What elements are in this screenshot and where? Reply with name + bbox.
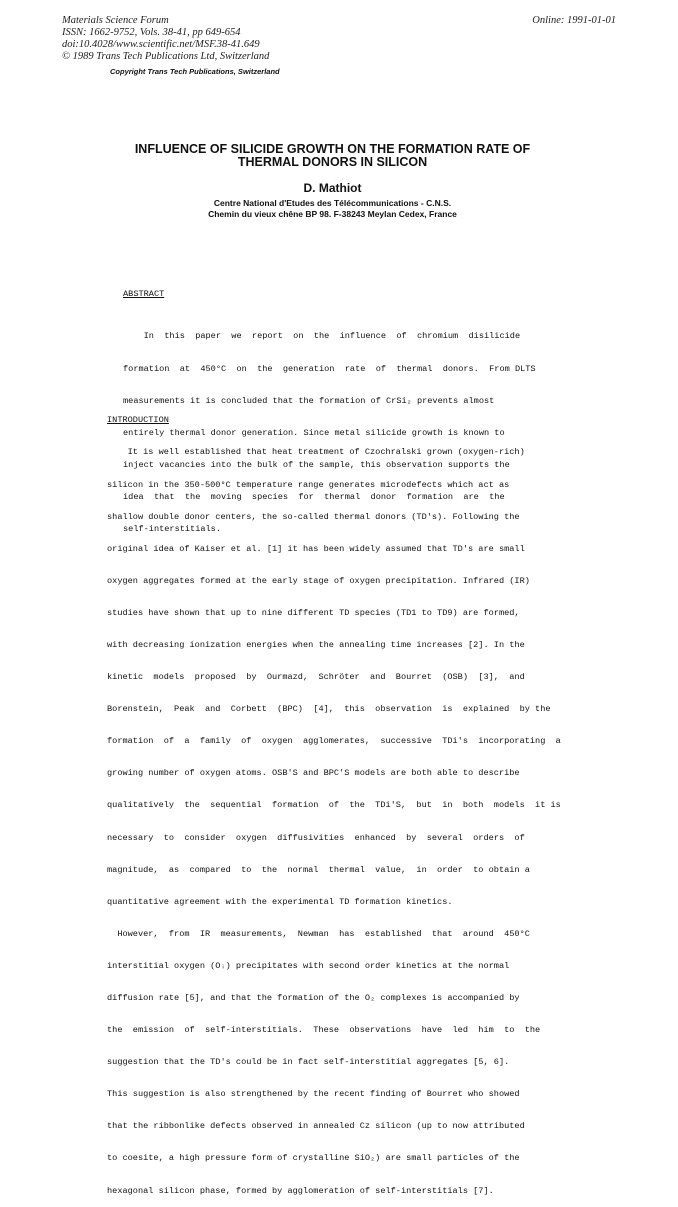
introduction-line: magnitude, as compared to the normal thermal value, in order to obtain a — [107, 864, 530, 875]
online-date: Online: 1991-01-01 — [532, 15, 616, 26]
introduction-line: suggestion that the TD's could be in fact self-interstitial aggregates [5, 6]. — [107, 1057, 510, 1068]
author-name: D. Mathiot — [303, 181, 362, 195]
affiliation-line-2: Chemin du vieux chêne BP 98. F-38243 Meylan Cedex, France — [208, 209, 457, 219]
introduction-line: that the ribbonlike defects observed in annealed Cz silicon (up to now attributed — [107, 1121, 525, 1132]
doi-line: doi:10.4028/www.scientific.net/MSF.38-41.649 — [62, 39, 260, 50]
introduction-line: Borenstein, Peak and Corbett (BPC) [4], this observation is explained by the — [107, 704, 551, 715]
introduction-body — [107, 426, 561, 1207]
introduction-line: shallow double donor centers, the so-called thermal donors (TD's). Following the — [107, 511, 520, 522]
introduction-line: oxygen aggregates formed at the early stage of oxygen precipitation. Infrared (IR) — [107, 575, 530, 586]
abstract-line: entirely thermal donor generation. Since metal silicide growth is known to — [123, 427, 505, 438]
abstract-line: idea that the moving species for thermal donor formation are the — [123, 491, 505, 502]
title-line-2: THERMAL DONORS IN SILICON — [237, 155, 428, 169]
introduction-line: studies have shown that up to nine different TD species (TD1 to TD9) are formed, — [107, 607, 520, 618]
introduction-line: silicon in the 350-500°C temperature range generates microdefects which act as — [107, 479, 510, 490]
introduction-line: quantitative agreement with the experimental TD formation kinetics. — [107, 896, 453, 907]
journal-citation-header — [62, 15, 269, 63]
title-line-1: INFLUENCE OF SILICIDE GROWTH ON THE FORMATION RATE OF — [134, 142, 531, 156]
abstract-line: In this paper we report on the influence of chromium disilicide — [123, 331, 521, 342]
introduction-line: with decreasing ionization energies when the annealing time increases [2]. In the — [107, 639, 525, 650]
introduction-heading: INTRODUCTION — [107, 415, 169, 425]
abstract-heading: ABSTRACT — [123, 289, 165, 299]
introduction-line: the emission of self-interstitials. These observations have led him to the — [107, 1025, 541, 1036]
copyright-line: © 1989 Trans Tech Publications Ltd, Switzerland — [62, 51, 270, 62]
introduction-line: diffusion rate [5], and that the formation of the O₂ complexes is accompanied by — [107, 993, 520, 1003]
introduction-line: necessary to consider oxygen diffusivities enhanced by several orders of — [107, 832, 525, 843]
affiliation — [110, 198, 555, 220]
paper-title — [110, 143, 555, 169]
journal-name: Materials Science Forum — [62, 15, 169, 26]
abstract-line: measurements it is concluded that the formation of CrSi₂ prevents almost — [123, 395, 495, 406]
abstract-line: self-interstitials. — [123, 523, 221, 534]
introduction-line: This suggestion is also strengthened by the recent finding of Bourret who showed — [107, 1089, 520, 1100]
introduction-line: hexagonal silicon phase, formed by agglomeration of self-interstitials [7]. — [107, 1185, 494, 1196]
abstract-line: formation at 450°C on the generation rate of thermal donors. From DLTS — [123, 363, 536, 374]
print-copyright: Copyright Trans Tech Publications, Switzerland — [110, 67, 280, 76]
introduction-line: growing number of oxygen atoms. OSB'S and BPC'S models are both able to describe — [107, 768, 520, 779]
introduction-line: kinetic models proposed by Ourmazd, Schröter and Bourret (OSB) [3], and — [107, 672, 525, 683]
introduction-line: original idea of Kaiser et al. [1] it has been widely assumed that TD's are small — [107, 543, 525, 554]
introduction-line: qualitatively the sequential formation of the TDi'S, but in both models it is — [107, 800, 561, 811]
introduction-line: It is well established that heat treatment of Czochralski grown (oxygen-rich) — [107, 447, 525, 458]
abstract-line: inject vacancies into the bulk of the sample, this observation supports the — [123, 459, 510, 470]
issn-line: ISSN: 1662-9752, Vols. 38-41, pp 649-654 — [62, 27, 241, 38]
introduction-line: interstitial oxygen (Oᵢ) precipitates with second order kinetics at the normal — [107, 960, 510, 971]
affiliation-line-1: Centre National d'Etudes des Télécommunications - C.N.S. — [213, 198, 452, 208]
introduction-line: However, from IR measurements, Newman has established that around 450°C — [107, 928, 530, 939]
introduction-line: formation of a family of oxygen agglomerates, successive TDi's incorporating a — [107, 736, 561, 747]
introduction-line: to coesite, a high pressure form of crystalline SiO₂) are small particles of the — [107, 1153, 520, 1164]
